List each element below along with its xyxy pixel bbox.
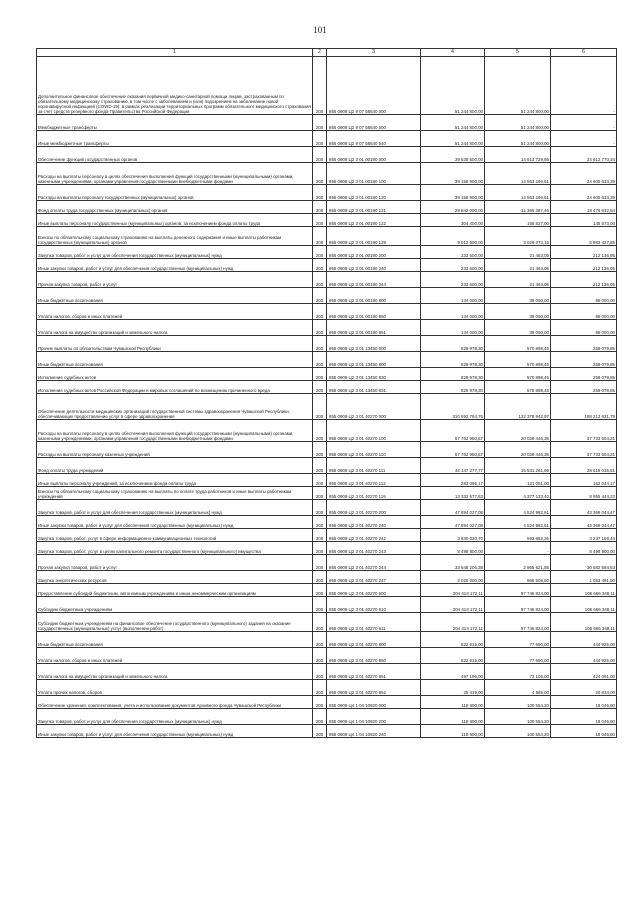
row-executed-value: 97 746 824,00 xyxy=(485,597,551,613)
row-kbk: 855 0909 Ц2 3 01 13450 800 xyxy=(327,352,421,368)
row-remaining-value: 162 044,17 xyxy=(551,474,617,487)
row-plan-value: 2 020 000,00 xyxy=(421,571,485,584)
row-executed-value: 21 463,05 xyxy=(485,272,551,288)
table-row xyxy=(37,320,617,336)
row-kbk: 855 0909 Ц4 1 04 10920 240 xyxy=(327,725,421,738)
row-plan-value: 13 332 577,63 xyxy=(421,487,485,500)
row-description: Иные закупки товаров, работ и услуг для обеспечения государственных (муниципальных) нужд xyxy=(37,516,313,529)
table-row xyxy=(37,185,617,201)
table-row xyxy=(37,725,617,738)
row-plan-value: 829 978,30 xyxy=(421,352,485,368)
row-executed-value: 2 965 621,85 xyxy=(485,555,551,571)
row-description: Иные выплаты персоналу государственных (муниципальных) органов, за исключением фонда оплаты труда xyxy=(37,214,313,227)
row-code: 200 xyxy=(313,632,327,648)
row-executed-value: 21 463,05 xyxy=(485,246,551,259)
row-description: Уплата налогов, сборов и иных платежей xyxy=(37,304,313,320)
row-kbk: 855 0909 Ц2 8 07 58540 500 xyxy=(327,115,421,131)
table-row xyxy=(37,709,617,725)
row-plan-value: 283 095,17 xyxy=(421,474,485,487)
row-description: Иные бюджетные ассигнования xyxy=(37,352,313,368)
row-remaining-value: 8 955 444,23 xyxy=(551,487,617,500)
row-remaining-value: 212 136,95 xyxy=(551,246,617,259)
row-description: Обеспечение функций государственных органов xyxy=(37,147,313,163)
row-plan-value: 47 894 027,08 xyxy=(421,516,485,529)
row-description: Расходы на выплаты персоналу казенных учреждений xyxy=(37,442,313,458)
table-row xyxy=(37,304,617,320)
row-plan-value: 204 413 172,11 xyxy=(421,584,485,597)
row-code: 200 xyxy=(313,648,327,664)
table-row xyxy=(37,680,617,696)
table-row xyxy=(37,201,617,214)
row-code: 200 xyxy=(313,214,327,227)
row-kbk: 855 0909 Ц2 3 01 40270 800 xyxy=(327,632,421,648)
row-code: 200 xyxy=(313,163,327,185)
row-remaining-value: 5 983 427,85 xyxy=(551,227,617,246)
row-executed-value: 100 554,20 xyxy=(485,696,551,709)
table-row xyxy=(37,115,617,131)
row-kbk: 855 0909 Ц2 3 01 00190 200 xyxy=(327,246,421,259)
row-description: Расходы на выплаты персоналу государственных (муниципальных) органов xyxy=(37,185,313,201)
table-row xyxy=(37,147,617,163)
row-kbk: 855 0909 Ц2 3 01 00190 129 xyxy=(327,227,421,246)
table-row xyxy=(37,368,617,381)
row-plan-value: 204 413 172,11 xyxy=(421,597,485,613)
row-description: Обеспечение деятельности медицинских организаций государственной системы здравоохранения Чувашской Республики, обеспечивающих предоставление услуг в сфере здравоохранения xyxy=(37,394,313,420)
table-row xyxy=(37,500,617,516)
row-code: 200 xyxy=(313,725,327,738)
row-plan-value: 204 413 172,11 xyxy=(421,613,485,632)
table-row xyxy=(37,288,617,304)
row-plan-value: 233 600,00 xyxy=(421,259,485,272)
row-description: Расходы на выплаты персоналу в целях обеспечения выполнения функций государственными (муниципальными) органами, казенными учреждениями, органами управления государственными внебюджетными фондами xyxy=(37,163,313,185)
row-code: 200 xyxy=(313,474,327,487)
row-executed-value: 570 898,45 xyxy=(485,368,551,381)
row-description: Закупка товаров, работ и услуг для обеспечения государственных (муниципальных) нужд xyxy=(37,246,313,259)
row-code: 200 xyxy=(313,381,327,394)
header-cell: 6 xyxy=(551,49,617,57)
row-code: 200 xyxy=(313,185,327,201)
row-plan-value: 134 000,00 xyxy=(421,320,485,336)
row-plan-value: 51 244 800,00 xyxy=(421,131,485,147)
row-code: 200 xyxy=(313,487,327,500)
row-kbk: 855 0909 Ц2 3 01 40270 110 xyxy=(327,442,421,458)
row-plan-value: 310 592 764,76 xyxy=(421,394,485,420)
row-executed-value: 97 746 824,00 xyxy=(485,613,551,632)
row-executed-value: 14 553 266,61 xyxy=(485,163,551,185)
row-remaining-value: 8 498 800,00 xyxy=(551,542,617,555)
row-executed-value: 4 377 133,40 xyxy=(485,487,551,500)
row-plan-value: 522 615,00 xyxy=(421,648,485,664)
row-code: 200 xyxy=(313,500,327,516)
row-plan-value: 51 244 800,00 xyxy=(421,115,485,131)
row-code: 200 xyxy=(313,529,327,542)
row-code: 200 xyxy=(313,272,327,288)
row-remaining-value: 424 091,00 xyxy=(551,664,617,680)
row-description: Взносы по обязательному социальному страхованию на выплаты денежного содержания и иные выплаты работникам государственных (муниципальных) органов xyxy=(37,227,313,246)
row-kbk: 855 0909 Ц2 3 01 00190 121 xyxy=(327,201,421,214)
row-kbk: 855 0909 Ц2 3 01 00190 100 xyxy=(327,163,421,185)
row-code: 200 xyxy=(313,613,327,632)
row-plan-value: 44 147 277,77 xyxy=(421,458,485,474)
table-row xyxy=(37,442,617,458)
row-code: 200 xyxy=(313,680,327,696)
row-executed-value: 20 029 446,36 xyxy=(485,442,551,458)
row-executed-value: 121 051,00 xyxy=(485,474,551,487)
row-kbk: 855 0909 Ц4 1 04 10920 000 xyxy=(327,696,421,709)
row-executed-value: 570 898,45 xyxy=(485,336,551,352)
row-remaining-value: 444 925,00 xyxy=(551,632,617,648)
row-remaining-value: 24 605 633,39 xyxy=(551,185,617,201)
header-cell: 1 xyxy=(37,49,313,57)
row-remaining-value: 95 000,00 xyxy=(551,320,617,336)
header-cell: 5 xyxy=(485,49,551,57)
row-code: 200 xyxy=(313,597,327,613)
row-remaining-value: 106 666 348,11 xyxy=(551,613,617,632)
row-executed-value: 77 690,00 xyxy=(485,632,551,648)
row-kbk: 855 0909 Ц2 8 07 58540 000 xyxy=(327,57,421,115)
table-row xyxy=(37,584,617,597)
row-executed-value: 51 244 800,00 xyxy=(485,115,551,131)
row-description: Прочая закупка товаров, работ и услуг xyxy=(37,555,313,571)
row-code: 200 xyxy=(313,131,327,147)
row-kbk: 855 0909 Ц2 3 01 00190 000 xyxy=(327,147,421,163)
row-plan-value: 134 000,00 xyxy=(421,304,485,320)
row-kbk: 855 0909 Ц2 3 01 40270 000 xyxy=(327,394,421,420)
row-description: Прочая закупка товаров, работ и услуг xyxy=(37,272,313,288)
row-remaining-value: 20 834,00 xyxy=(551,680,617,696)
row-description: Уплата прочих налогов, сборов xyxy=(37,680,313,696)
row-kbk: 855 0909 Ц2 3 01 40270 111 xyxy=(327,458,421,474)
row-code: 200 xyxy=(313,555,327,571)
row-plan-value: 33 548 206,38 xyxy=(421,555,485,571)
row-remaining-value: 37 733 504,21 xyxy=(551,442,617,458)
row-plan-value: 497 196,00 xyxy=(421,664,485,680)
row-remaining-value: 43 369 044,47 xyxy=(551,516,617,529)
row-plan-value: 39 158 900,00 xyxy=(421,185,485,201)
row-executed-value: 100 554,20 xyxy=(485,709,551,725)
row-executed-value: 4 585,00 xyxy=(485,680,551,696)
table-row xyxy=(37,571,617,584)
table-row xyxy=(37,458,617,474)
row-code: 200 xyxy=(313,442,327,458)
budget-table xyxy=(36,48,617,738)
row-executed-value: 20 029 446,36 xyxy=(485,420,551,442)
row-plan-value: 304 400,00 xyxy=(421,214,485,227)
row-kbk: 855 0909 Ц2 3 01 40270 200 xyxy=(327,500,421,516)
row-plan-value: 57 762 950,57 xyxy=(421,420,485,442)
row-plan-value: 9 012 500,00 xyxy=(421,227,485,246)
table-row xyxy=(37,246,617,259)
row-code: 200 xyxy=(313,201,327,214)
row-kbk: 855 0909 Ц2 3 01 40270 240 xyxy=(327,516,421,529)
row-description: Иные межбюджетные трансферты xyxy=(37,131,313,147)
row-executed-value: 966 508,50 xyxy=(485,571,551,584)
row-executed-value: 4 524 982,61 xyxy=(485,500,551,516)
row-kbk: 855 0909 Ц2 3 01 00190 850 xyxy=(327,304,421,320)
row-kbk: 855 0909 Ц2 3 01 00190 240 xyxy=(327,259,421,272)
row-executed-value: 97 746 824,00 xyxy=(485,584,551,597)
row-code: 200 xyxy=(313,336,327,352)
row-executed-value: 11 365 387,46 xyxy=(485,201,551,214)
table-row xyxy=(37,57,617,115)
row-remaining-value: - xyxy=(551,57,617,115)
row-plan-value: 8 498 800,00 xyxy=(421,542,485,555)
row-code: 200 xyxy=(313,352,327,368)
row-kbk: 855 0909 Ц2 3 01 40270 852 xyxy=(327,680,421,696)
row-remaining-value: 1 053 491,50 xyxy=(551,571,617,584)
row-remaining-value: 28 616 015,81 xyxy=(551,458,617,474)
row-remaining-value: - xyxy=(551,115,617,131)
table-row xyxy=(37,613,617,632)
row-kbk: 855 0909 Ц4 1 04 10920 200 xyxy=(327,709,421,725)
row-code: 200 xyxy=(313,420,327,442)
header-cell: 3 xyxy=(327,49,421,57)
row-executed-value: 592 852,26 xyxy=(485,529,551,542)
row-description: Прочие выплаты по обязательствам Чувашской Республики xyxy=(37,336,313,352)
row-kbk: 855 0909 Ц2 3 01 40270 112 xyxy=(327,474,421,487)
row-description: Дополнительное финансовое обеспечение оказания первичной медико-санитарной помощи лицам, застрахованным по обязательному медицинскому страхованию, в том числе с заболеванием и (или) подозрением на заболевание новой коронавирусной инфекцией (COVID-19), в рамках реализации территориальных программ обязательного медицинского страхования за счет средств резервного фонда Правительства Российской Федерации xyxy=(37,57,313,115)
page-number: 101 xyxy=(313,25,327,35)
row-code: 200 xyxy=(313,709,327,725)
row-executed-value: 51 244 800,00 xyxy=(485,57,551,115)
table-row xyxy=(37,381,617,394)
row-description: Иные закупки товаров, работ и услуг для обеспечения государственных (муниципальных) нужд xyxy=(37,259,313,272)
row-plan-value: 118 600,00 xyxy=(421,725,485,738)
row-description: Обеспечение хранения, комплектования, учета и использования документов Архивного фонда Чувашской Республики xyxy=(37,696,313,709)
table-row xyxy=(37,420,617,442)
row-description: Закупка товаров, работ и услуг для обеспечения государственных (муниципальных) нужд xyxy=(37,709,313,725)
row-plan-value: 829 978,30 xyxy=(421,336,485,352)
row-remaining-value: 95 000,00 xyxy=(551,288,617,304)
row-kbk: 855 0909 Ц2 3 01 40270 600 xyxy=(327,584,421,597)
table-row xyxy=(37,214,617,227)
row-remaining-value: 212 136,95 xyxy=(551,272,617,288)
row-description: Закупка товаров, работ и услуг для обеспечения государственных (муниципальных) нужд xyxy=(37,500,313,516)
row-code: 200 xyxy=(313,288,327,304)
row-plan-value: 522 615,00 xyxy=(421,632,485,648)
row-plan-value: 118 600,00 xyxy=(421,709,485,725)
row-code: 200 xyxy=(313,115,327,131)
row-executed-value: 51 244 800,00 xyxy=(485,131,551,147)
row-description: Уплата налога на имущество организаций и земельного налога xyxy=(37,664,313,680)
row-kbk: 855 0909 Ц2 3 01 00190 851 xyxy=(327,320,421,336)
row-plan-value: 829 978,30 xyxy=(421,368,485,381)
row-kbk: 855 0909 Ц2 3 01 13450 831 xyxy=(327,381,421,394)
row-remaining-value: 259 079,85 xyxy=(551,381,617,394)
table-row xyxy=(37,131,617,147)
table-row xyxy=(37,597,617,613)
row-code: 200 xyxy=(313,664,327,680)
row-code: 200 xyxy=(313,246,327,259)
row-plan-value: 233 600,00 xyxy=(421,272,485,288)
row-executed-value: 73 105,00 xyxy=(485,664,551,680)
row-remaining-value: - xyxy=(551,131,617,147)
row-description: Межбюджетные трансферты xyxy=(37,115,313,131)
row-kbk: 855 0909 Ц2 3 01 13450 830 xyxy=(327,368,421,381)
table-row xyxy=(37,529,617,542)
row-remaining-value: 145 573,00 xyxy=(551,214,617,227)
table-row xyxy=(37,227,617,246)
row-description: Фонд оплаты труда государственных (муниципальных) органов xyxy=(37,201,313,214)
row-remaining-value: 444 925,00 xyxy=(551,648,617,664)
row-executed-value: - xyxy=(485,542,551,555)
row-kbk: 855 0909 Ц2 3 01 40270 611 xyxy=(327,613,421,632)
row-description: Иные бюджетные ассигнования xyxy=(37,632,313,648)
row-executed-value: 122 378 942,97 xyxy=(485,394,551,420)
row-kbk: 855 0909 Ц2 3 01 40270 243 xyxy=(327,542,421,555)
row-remaining-value: 3 237 168,44 xyxy=(551,529,617,542)
row-executed-value: 21 463,05 xyxy=(485,259,551,272)
row-executed-value: 14 613 729,66 xyxy=(485,147,551,163)
row-kbk: 855 0909 Ц2 3 01 40270 850 xyxy=(327,648,421,664)
row-executed-value: 100 554,20 xyxy=(485,725,551,738)
row-executed-value: 39 000,00 xyxy=(485,288,551,304)
table-row xyxy=(37,664,617,680)
row-remaining-value: 24 605 633,39 xyxy=(551,163,617,185)
row-executed-value: 39 000,00 xyxy=(485,304,551,320)
row-code: 200 xyxy=(313,394,327,420)
row-kbk: 855 0909 Ц2 8 07 58540 540 xyxy=(327,131,421,147)
row-description: Взносы по обязательному социальному страхованию на выплаты по оплате труда работников и иные выплаты работникам учреждений xyxy=(37,487,313,500)
row-kbk: 855 0909 Ц2 3 01 13450 000 xyxy=(327,336,421,352)
row-kbk: 855 0909 Ц2 3 01 00190 122 xyxy=(327,214,421,227)
row-kbk: 855 0909 Ц2 3 01 40270 851 xyxy=(327,664,421,680)
row-executed-value: 77 690,00 xyxy=(485,648,551,664)
row-plan-value: 134 000,00 xyxy=(421,288,485,304)
table-row xyxy=(37,648,617,664)
row-description: Исполнение судебных актов xyxy=(37,368,313,381)
row-description: Закупка товаров, работ, услуг в сфере информационно-коммуникационных технологий xyxy=(37,529,313,542)
row-plan-value: 47 894 027,08 xyxy=(421,500,485,516)
row-kbk: 855 0909 Ц2 3 01 40270 247 xyxy=(327,571,421,584)
row-plan-value: 829 978,30 xyxy=(421,381,485,394)
table-row xyxy=(37,272,617,288)
table-row xyxy=(37,163,617,185)
table-row xyxy=(37,394,617,420)
header-cell: 2 xyxy=(313,49,327,57)
row-executed-value: 15 531 261,96 xyxy=(485,458,551,474)
table-row xyxy=(37,632,617,648)
row-description: Закупка товаров, работ, услуг в целях капитального ремонта государственного (муниципального) имущества xyxy=(37,542,313,555)
row-remaining-value: 106 666 348,11 xyxy=(551,597,617,613)
row-remaining-value: 259 079,85 xyxy=(551,336,617,352)
row-code: 200 xyxy=(313,304,327,320)
row-code: 200 xyxy=(313,259,327,272)
row-code: 200 xyxy=(313,542,327,555)
row-description: Закупка энергетических ресурсов xyxy=(37,571,313,584)
row-code: 200 xyxy=(313,227,327,246)
header-row xyxy=(37,49,617,57)
row-executed-value: 4 524 982,61 xyxy=(485,516,551,529)
row-description: Субсидии бюджетным учреждениям на финансовое обеспечение государственного (муниципального) задания на оказание государственных (муниципальных) услуг (выполнение работ) xyxy=(37,613,313,632)
row-remaining-value: 212 136,95 xyxy=(551,259,617,272)
row-plan-value: 29 842 000,00 xyxy=(421,201,485,214)
row-executed-value: 3 029 072,15 xyxy=(485,227,551,246)
row-kbk: 855 0909 Ц2 3 01 40270 610 xyxy=(327,597,421,613)
table-row xyxy=(37,516,617,529)
row-description: Расходы на выплаты персоналу в целях обеспечения выполнения функций государственными (муниципальными) органами, казенными учреждениями, органами управления государственными внебюджетными фондами xyxy=(37,420,313,442)
row-executed-value: 14 553 266,61 xyxy=(485,185,551,201)
row-plan-value: 39 538 500,00 xyxy=(421,147,485,163)
row-plan-value: 39 158 900,00 xyxy=(421,163,485,185)
row-code: 200 xyxy=(313,696,327,709)
row-kbk: 855 0909 Ц2 3 01 40270 100 xyxy=(327,420,421,442)
table-row xyxy=(37,352,617,368)
row-remaining-value: 30 582 584,53 xyxy=(551,555,617,571)
row-kbk: 855 0909 Ц2 3 01 00190 244 xyxy=(327,272,421,288)
row-remaining-value: 18 045,80 xyxy=(551,696,617,709)
row-kbk: 855 0909 Ц2 3 01 40270 244 xyxy=(327,555,421,571)
row-remaining-value: 18 476 632,54 xyxy=(551,201,617,214)
row-kbk: 855 0909 Ц2 3 01 00190 120 xyxy=(327,185,421,201)
row-plan-value: 118 600,00 xyxy=(421,696,485,709)
header-cell: 4 xyxy=(421,49,485,57)
row-code: 200 xyxy=(313,147,327,163)
row-plan-value: 3 830 020,70 xyxy=(421,529,485,542)
row-executed-value: 39 000,00 xyxy=(485,320,551,336)
row-remaining-value: 188 213 821,79 xyxy=(551,394,617,420)
row-code: 200 xyxy=(313,584,327,597)
row-remaining-value: 259 079,85 xyxy=(551,368,617,381)
table-row xyxy=(37,259,617,272)
row-remaining-value: 106 666 348,11 xyxy=(551,584,617,597)
row-remaining-value: 259 079,85 xyxy=(551,352,617,368)
table-row xyxy=(37,542,617,555)
row-code: 200 xyxy=(313,458,327,474)
row-description: Уплата налогов, сборов и иных платежей xyxy=(37,648,313,664)
table-row xyxy=(37,555,617,571)
row-code: 200 xyxy=(313,571,327,584)
row-code: 200 xyxy=(313,368,327,381)
row-plan-value: 25 419,00 xyxy=(421,680,485,696)
row-remaining-value: 18 045,80 xyxy=(551,709,617,725)
row-executed-value: 570 898,45 xyxy=(485,381,551,394)
row-plan-value: 51 244 800,00 xyxy=(421,57,485,115)
row-description: Предоставление субсидий бюджетным, автономным учреждениям и иным некоммерческим организациям xyxy=(37,584,313,597)
row-kbk: 855 0909 Ц2 3 01 00190 800 xyxy=(327,288,421,304)
row-kbk: 855 0909 Ц2 3 01 40270 119 xyxy=(327,487,421,500)
row-description: Иные закупки товаров, работ и услуг для обеспечения государственных (муниципальных) нужд xyxy=(37,725,313,738)
table-row xyxy=(37,336,617,352)
row-code: 200 xyxy=(313,516,327,529)
row-executed-value: 570 898,45 xyxy=(485,352,551,368)
row-description: Уплата налога на имущество организаций и земельного налога xyxy=(37,320,313,336)
table-row xyxy=(37,487,617,500)
table-row xyxy=(37,474,617,487)
row-description: Субсидии бюджетным учреждениям xyxy=(37,597,313,613)
row-remaining-value: 24 912 770,34 xyxy=(551,147,617,163)
row-code: 200 xyxy=(313,320,327,336)
row-plan-value: 57 762 950,57 xyxy=(421,442,485,458)
row-description: Фонд оплаты труда учреждений xyxy=(37,458,313,474)
row-plan-value: 233 600,00 xyxy=(421,246,485,259)
row-kbk: 855 0909 Ц2 3 01 40270 242 xyxy=(327,529,421,542)
row-remaining-value: 18 045,80 xyxy=(551,725,617,738)
row-executed-value: 158 827,00 xyxy=(485,214,551,227)
row-code: 200 xyxy=(313,57,327,115)
row-remaining-value: 37 733 504,21 xyxy=(551,420,617,442)
row-description: Иные выплаты персоналу учреждений, за исключением фонда оплаты труда xyxy=(37,474,313,487)
row-description: Иные бюджетные ассигнования xyxy=(37,288,313,304)
row-remaining-value: 43 369 044,47 xyxy=(551,500,617,516)
row-remaining-value: 95 000,00 xyxy=(551,304,617,320)
table-row xyxy=(37,696,617,709)
row-description: Исполнение судебных актов Российской Федерации и мировых соглашений по возмещению причиненного вреда xyxy=(37,381,313,394)
